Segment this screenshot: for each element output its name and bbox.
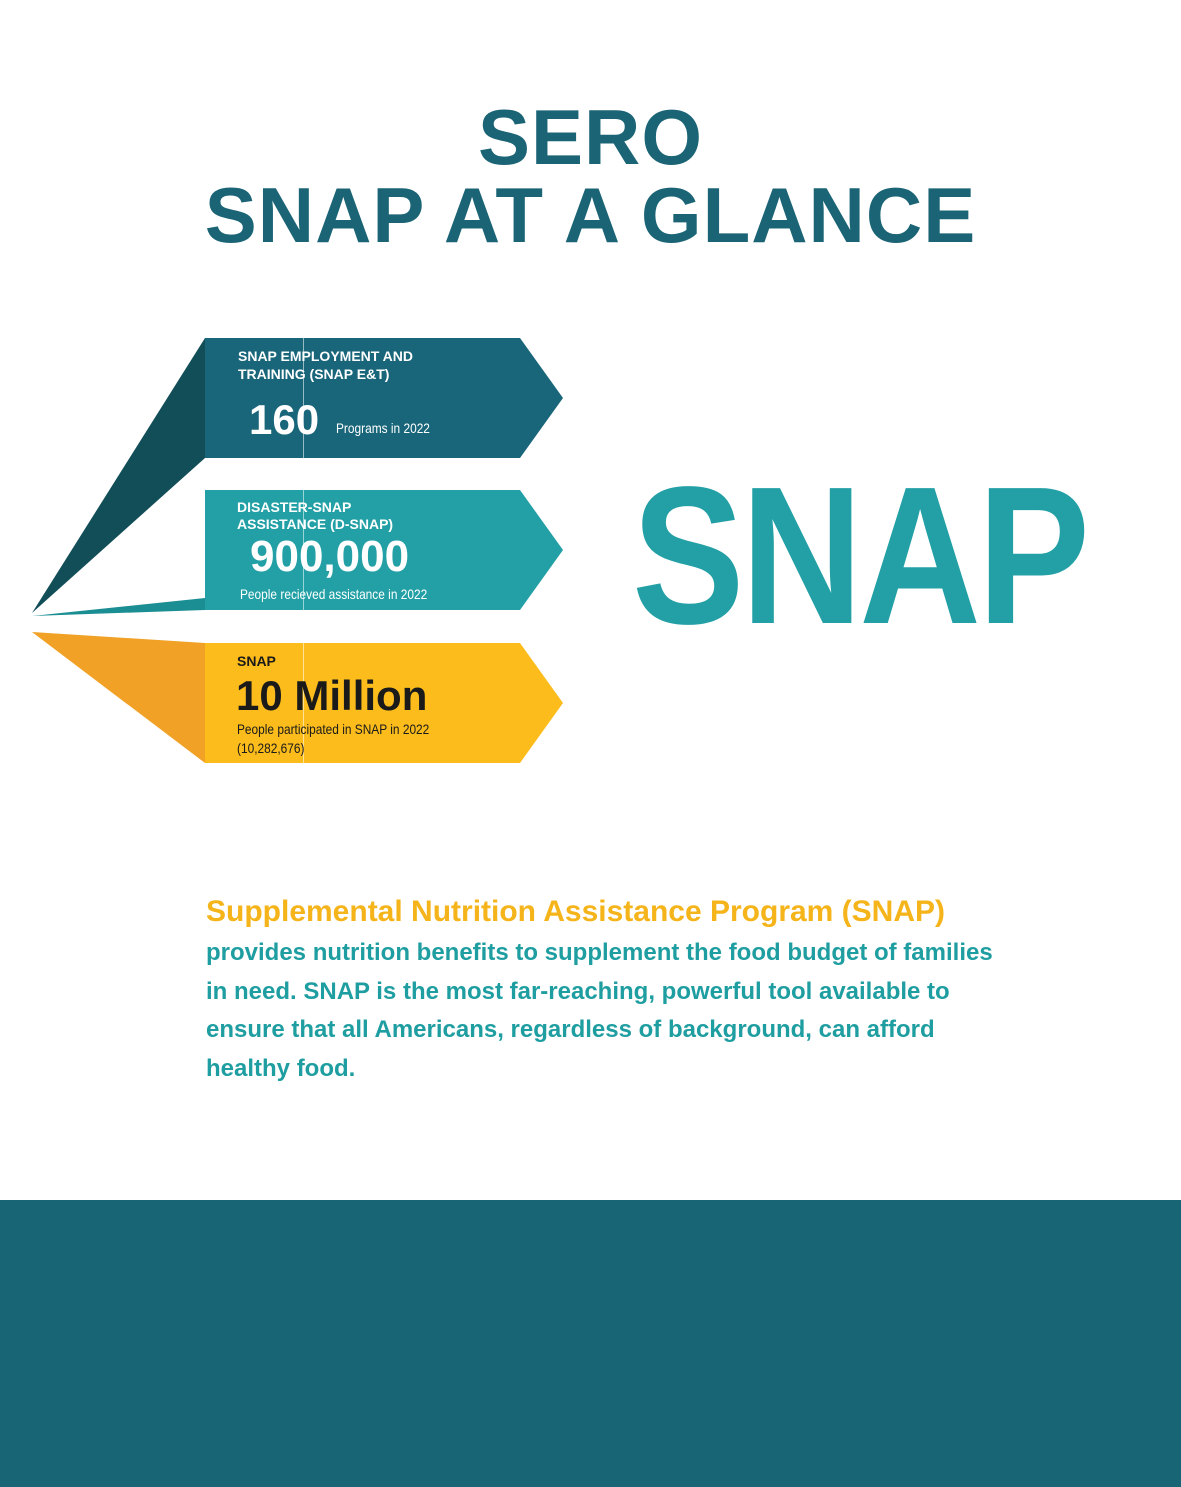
description-body: provides nutrition benefits to supplement the food budget of families in need. SNAP is the most far-reaching, powerful tool available to ensure that all Americans, regardless of background, can afford healthy food. (206, 939, 993, 1082)
stat-2-label-line1: DISASTER-SNAP (237, 499, 352, 515)
stat-1-caption: Programs in 2022 (336, 420, 430, 436)
arrow-1-flap (32, 338, 205, 613)
arrow-2-flap (32, 598, 205, 616)
stat-3-label-line1: SNAP (237, 653, 276, 669)
page-title-line-1: SERO (477, 93, 704, 181)
stat-1-label-line2: TRAINING (SNAP E&T) (238, 366, 390, 382)
arrow-3-flap (32, 632, 205, 763)
stat-2-caption: People recieved assistance in 2022 (240, 586, 428, 602)
page-title-line-2: SNAP AT A GLANCE (204, 171, 977, 259)
stat-2-label-line2: ASSISTANCE (D-SNAP) (237, 516, 394, 532)
snap-logo-text: SNAP (632, 446, 1087, 665)
stat-3-caption-line2: (10,282,676) (237, 740, 305, 756)
stat-1-label-line1: SNAP EMPLOYMENT AND (238, 348, 414, 364)
stat-3-value: 10 Million (236, 672, 428, 719)
stat-3-caption: People participated in SNAP in 2022 (237, 721, 430, 737)
description-block (206, 892, 1006, 1088)
footer-band (0, 1200, 1181, 1487)
stat-2-value: 900,000 (250, 532, 410, 581)
stat-1-value: 160 (249, 396, 320, 443)
description-heading: Supplemental Nutrition Assistance Program (SNAP) (206, 895, 946, 928)
